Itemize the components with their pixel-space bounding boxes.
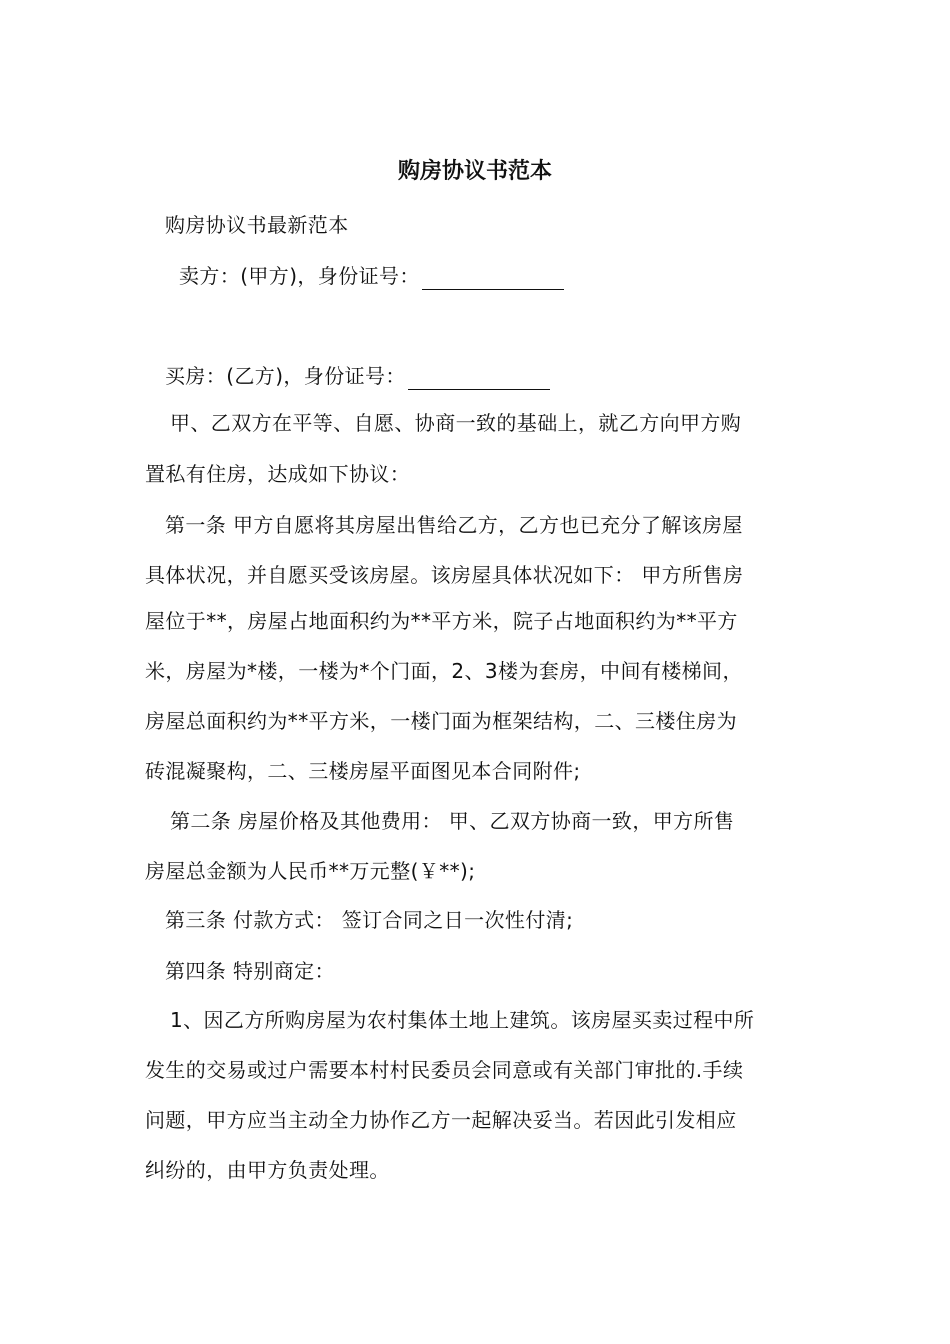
paragraph-line: 房屋总面积约为**平方米，一楼门面为框架结构，二、三楼住房为 xyxy=(145,709,737,733)
paragraph-line: 甲、乙双方在平等、自愿、协商一致的基础上，就乙方向甲方购 xyxy=(170,411,742,435)
paragraph-line: 发生的交易或过户需要本村村民委员会同意或有关部门审批的.手续 xyxy=(145,1058,744,1082)
paragraph-line: 砖混凝聚构，二、三楼房屋平面图见本合同附件; xyxy=(145,759,581,783)
document-title: 购房协议书范本 xyxy=(397,158,552,184)
paragraph-line: 第二条 房屋价格及其他费用： 甲、乙双方协商一致，甲方所售 xyxy=(170,809,735,833)
buyer-label: 买房：(乙方)，身份证号： xyxy=(165,364,406,388)
paragraph-line: 第三条 付款方式： 签订合同之日一次性付清; xyxy=(165,908,574,932)
paragraph-line: 纠纷的，由甲方负责处理。 xyxy=(145,1158,390,1182)
seller-line xyxy=(179,262,564,290)
seller-label: 卖方：(甲方)，身份证号： xyxy=(179,264,420,288)
paragraph-line: 米，房屋为*楼，一楼为*个门面，2、3楼为套房，中间有楼梯间， xyxy=(145,659,743,683)
paragraph-line: 问题，甲方应当主动全力协作乙方一起解决妥当。若因此引发相应 xyxy=(145,1108,737,1132)
paragraph-line: 房屋总金额为人民币**万元整(￥**); xyxy=(145,859,476,883)
paragraph-line: 第四条 特别商定： xyxy=(165,959,335,983)
paragraph-line: 1、因乙方所购房屋为农村集体土地上建筑。该房屋买卖过程中所 xyxy=(170,1008,755,1032)
buyer-id-blank xyxy=(408,369,550,390)
paragraph-line: 屋位于**，房屋占地面积约为**平方米，院子占地面积约为**平方 xyxy=(145,609,738,633)
paragraph-line: 第一条 甲方自愿将其房屋出售给乙方，乙方也已充分了解该房屋 xyxy=(165,513,743,537)
seller-id-blank xyxy=(422,269,564,290)
buyer-line xyxy=(165,362,550,390)
paragraph-line: 置私有住房，达成如下协议： xyxy=(145,462,411,486)
subtitle-line: 购房协议书最新范本 xyxy=(165,213,349,237)
paragraph-line: 具体状况，并自愿买受该房屋。该房屋具体状况如下： 甲方所售房 xyxy=(145,563,744,587)
